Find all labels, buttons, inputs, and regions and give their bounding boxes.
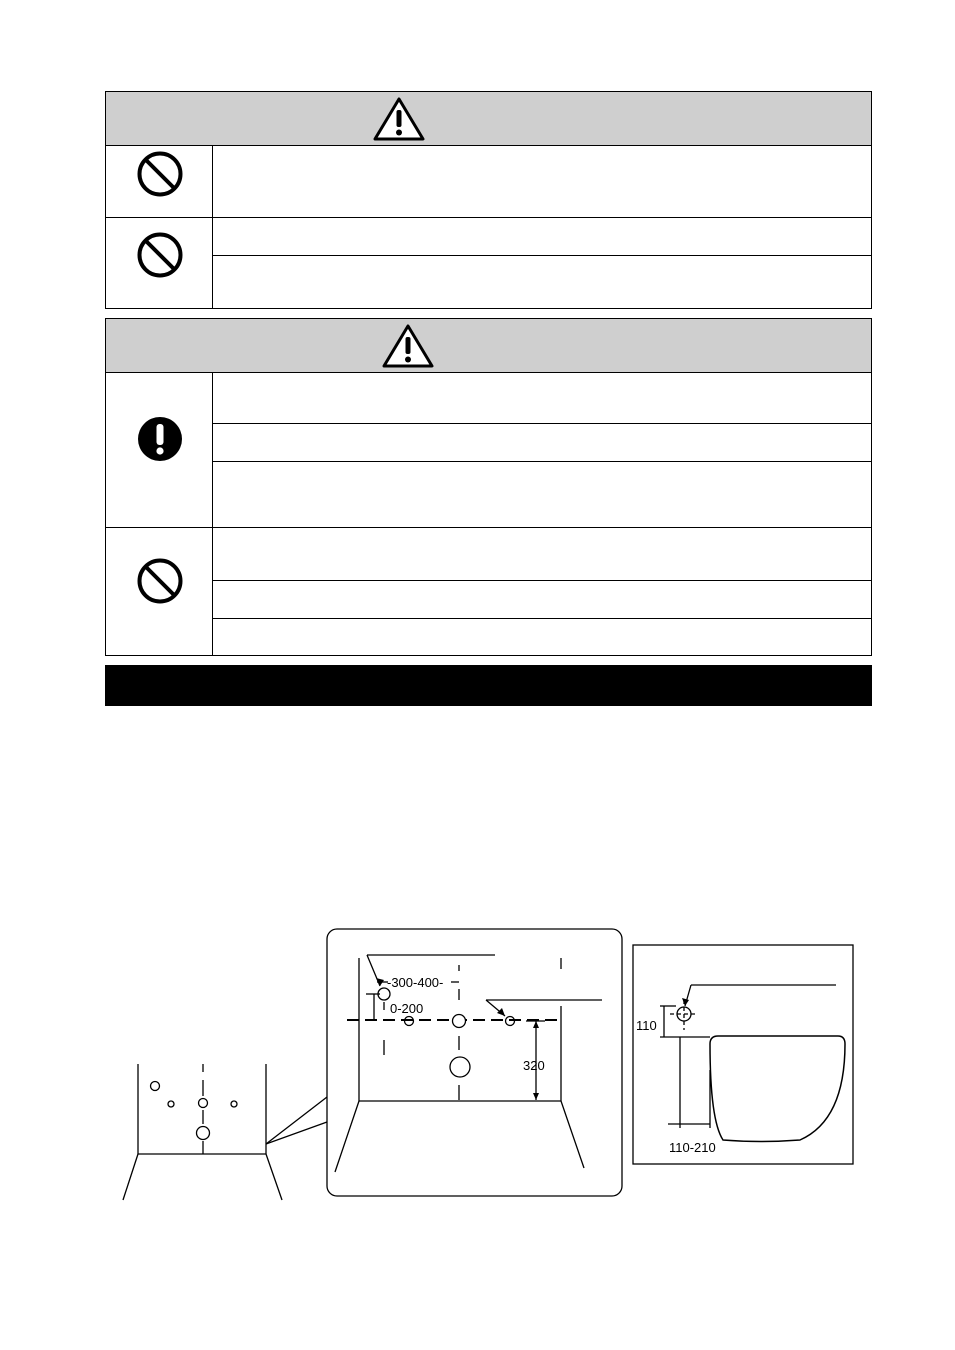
side-view <box>660 985 845 1142</box>
dimension-height: 320 <box>523 1058 545 1073</box>
side-view-frame <box>633 945 853 1164</box>
dimension-offset: 0-200 <box>390 1001 424 1016</box>
outlet-hole <box>199 1099 208 1108</box>
drain-hole <box>450 1057 470 1077</box>
detail-frame <box>327 929 622 1196</box>
drain-hole <box>197 1127 210 1140</box>
outlet-hole <box>168 1101 174 1107</box>
dimension-horizontal: 110-210 <box>669 1140 716 1155</box>
dimension-vertical: 110 <box>636 1018 657 1033</box>
wall-overview <box>123 1064 282 1200</box>
wall-detail <box>335 955 602 1172</box>
outlet-hole <box>453 1015 466 1028</box>
outlet-hole <box>151 1082 160 1091</box>
dimension-spacing: -300-400- <box>387 975 444 990</box>
outlet-hole <box>231 1101 237 1107</box>
toilet-bowl <box>710 1036 845 1142</box>
